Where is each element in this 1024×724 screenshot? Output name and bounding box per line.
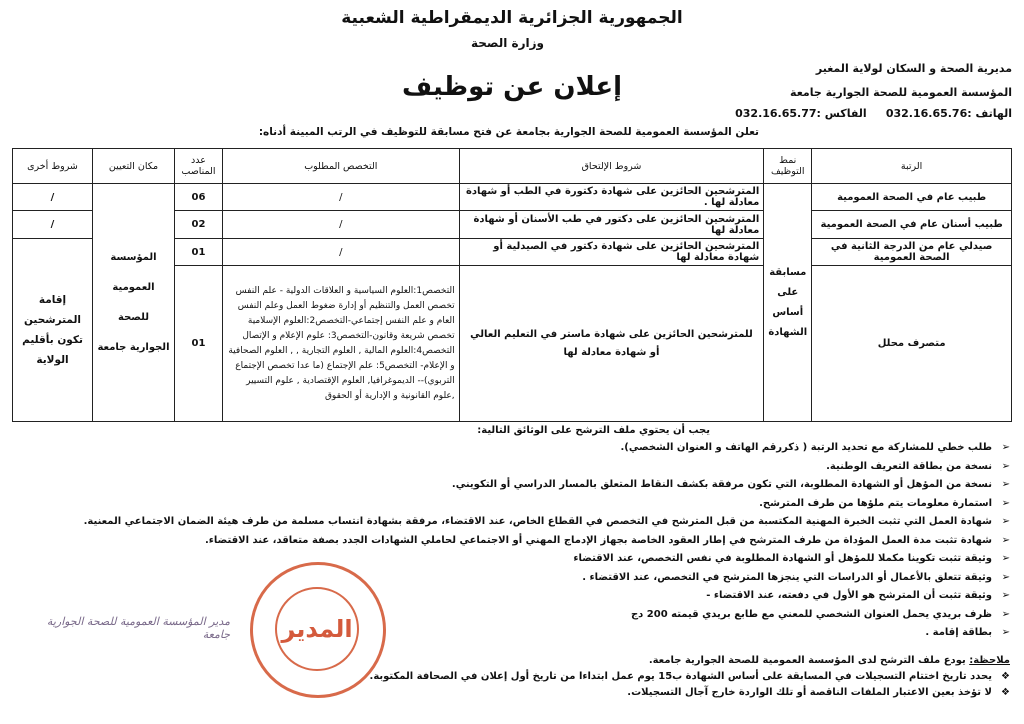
place-cell: المؤسسة العمومية للصحة الجوارية جامعة [93,184,175,422]
conditions-cell: للمترشحين الحائزين على شهادة ماستر في التعليم العالي أو شهادة معادلة لها [459,266,764,422]
list-item: ➢وثيقة تثبت أن المترشح هو الأول في دفعته، عند الاقتضاء - [10,587,1010,606]
posts-cell: 06 [174,184,222,211]
specialty-cell: / [222,184,459,211]
list-item: ❖لا تؤخذ بعين الاعتبار الملفات الناقصة أو تلك الواردة خارج آجال التسجيلات. [10,685,1010,701]
header-place: مكان التعيين [93,149,175,184]
arrow-bullet-icon: ➢ [1001,479,1010,490]
posts-cell: 01 [174,266,222,422]
handwritten-signature: مدير المؤسسة العمومية للصحة الجوارية جامعة [46,615,230,641]
list-item: ➢نسخة من بطاقة التعريف الوطنية. [10,458,1010,477]
list-item: ➢وثيقة تتعلق بالأعمال أو الدراسات التي ينجزها المترشح في التخصص، عند الاقتضاء . [10,569,1010,588]
page-title: إعلان عن توظيف [402,72,622,102]
list-item: ➢وثيقة تثبت تكوينا مكملا للمؤهل أو الشهادة المطلوبة في نفس التخصص، عند الاقتضاء [10,550,1010,569]
ministry-heading: وزارة الصحة [470,36,544,50]
rank-cell: طبيب أسنان عام في الصحة العمومية [812,211,1012,239]
arrow-bullet-icon: ➢ [1001,460,1010,472]
table-header-row [13,149,1012,184]
conditions-cell: المترشحين الحائزين على شهادة دكتورة في الطب أو شهادة معادلة لها . [459,184,764,211]
establishment-line: المؤسسة العمومية للصحة الجوارية جامعة [790,86,1012,99]
rank-cell: متصرف محلل [812,266,1012,422]
conditions-cell: المترشحين الحائزين على دكتور في طب الأسنان أو شهادة معادلة لها [459,211,764,239]
posts-cell: 02 [174,211,222,239]
specialty-cell: / [222,239,459,266]
fax-number: الفاكس :032.16.65.77 [735,107,867,120]
other-cell: / [13,184,93,211]
announcement-intro: تعلن المؤسسة العمومية للصحة الجوارية بجامعة عن فتح مسابقة للتوظيف في الرتب المبينة أدناه: [258,126,759,138]
rank-cell: صيدلي عام من الدرجة الثانية في الصحة العمومية [812,239,1012,266]
stamp-text: المدير [275,587,359,671]
diamond-bullet-icon: ❖ [1001,671,1010,682]
posts-cell: 01 [174,239,222,266]
directorate-line: مديرية الصحة و السكان لولاية المغير [815,62,1012,75]
header-conditions: شروط الإلتحاق [459,149,764,184]
phone-number: الهاتف :032.16.65.76 [885,107,1012,120]
arrow-bullet-icon: ➢ [1001,497,1010,509]
list-item: ➢نسخة من المؤهل أو الشهادة المطلوبة، التي تكون مرفقة بكشف النقاط المتعلق بالمسار الدراسي أو التكويني. [10,476,1010,495]
specialty-cell: / [222,211,459,239]
arrow-bullet-icon: ➢ [1001,553,1010,564]
list-item: ❖يحدد تاريخ اختتام التسجيلات في المسابقة على أساس الشهادة ب15 يوم عمل ابتداءا من تاريخ أول إعلان في الصحافة المكتوبة. [10,669,1010,685]
positions-table [12,148,1012,422]
specialty-cell: التخصص1:العلوم السياسية و العلاقات الدولية - علم النفس تخصص العمل والتنظيم أو إدارة ضغوط العمل وعلم النفس العام و علم النفس إجتماعي-التخصص2:العلوم الإسلامية تخصص شريعة وقانون-التخصص3: علوم الإعلام و الإتصال التخصص4:العلوم المالية , العلوم التجارية , , العلوم الصحافية و الإعلام- التخصص5: علم الإجتماع (ما عدا تخصص الإجتماع التربوي)-- الديموغرافيا, العلوم الإقتصادية , علوم التسيير ,علوم القانونية و الإدارية أو الحقوق [222,266,459,422]
list-item: ➢شهادة العمل التي تثبت الخبرة المهنية المكتسبة من قبل المترشح في التخصص في القطاع الخاص، عند الاقتضاء، مرفقة بشهادة انتساب مسلمة من طرف هيئة الضمان الاجتماعي المعنية. [10,513,1010,532]
header-other: شروط أخرى [13,149,93,184]
list-item: ➢شهادة تثبت مدة العمل المؤداة من طرف المترشح في إطار العقود الخاصة بجهاز الإدماج المهني أو الاجتماعي لحاملي الشهادات الجدد بصفة متعاقد، عند الاقتضاء. [10,532,1010,551]
official-stamp [250,562,386,698]
table-row [13,184,1012,211]
rank-cell: طبيب عام في الصحة العمومية [812,184,1012,211]
notes-label: ملاحظة: [969,655,1010,666]
list-item: ➢بطاقة إقامة . [10,624,1010,643]
contact-line [735,107,1012,120]
arrow-bullet-icon: ➢ [1001,442,1010,453]
header-mode: نمط التوظيف [764,149,812,184]
conditions-cell: المترشحين الحائزين على شهادة دكتور في الصيدلية أو شهادة معادلة لها [459,239,764,266]
header-specialty: التخصص المطلوب [222,149,459,184]
documents-list [10,439,1010,643]
arrow-bullet-icon: ➢ [1001,627,1010,638]
header-rank: الرتبة [812,149,1012,184]
other-cell: / [13,211,93,239]
recruitment-mode-cell: مسابقة على أساس الشهادة [764,184,812,422]
arrow-bullet-icon: ➢ [1001,534,1010,546]
header-posts: عدد المناصب [174,149,222,184]
arrow-bullet-icon: ➢ [1001,516,1010,527]
notes-first-line: ملاحظة: يودع ملف الترشح لدى المؤسسة العمومية للصحة الجوارية جامعة. [648,655,1010,666]
list-item: ➢طلب خطي للمشاركة مع تحديد الرتبة ( ذكررقم الهاتف و العنوان الشخصي). [10,439,1010,458]
arrow-bullet-icon: ➢ [1001,590,1010,601]
required-documents [10,425,1010,643]
diamond-bullet-icon: ❖ [1001,687,1010,698]
arrow-bullet-icon: ➢ [1001,608,1010,620]
list-item: ➢استمارة معلومات يتم ملؤها من طرف المترشح. [10,495,1010,514]
arrow-bullet-icon: ➢ [1001,571,1010,583]
other-conditions-cell: إقامة المترشحين تكون بأقليم الولاية [13,239,93,422]
republic-heading: الجمهورية الجزائرية الديمقراطية الشعبية [341,8,683,28]
documents-title: يجب أن يحتوي ملف الترشح على الوثائق التالية: [477,425,710,436]
list-item: ➢ظرف بريدي يحمل العنوان الشخصي للمعني مع طابع بريدي قيمته 200 دج [10,606,1010,625]
